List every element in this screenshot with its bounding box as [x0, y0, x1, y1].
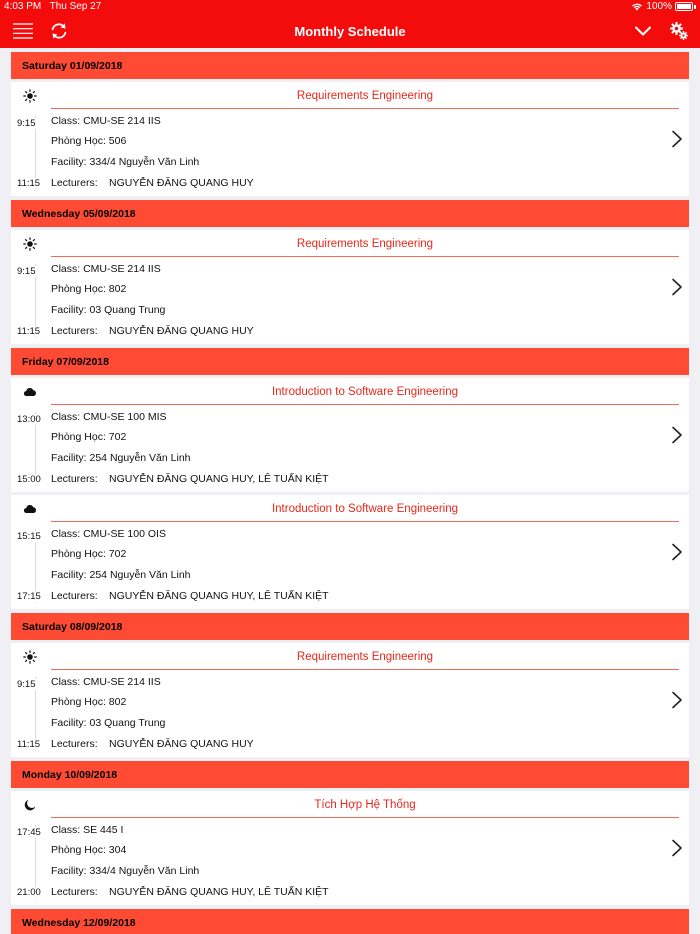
gears-icon	[669, 21, 689, 41]
start-time: 13:00	[17, 414, 41, 425]
cloud-icon	[23, 502, 37, 516]
lecturers	[51, 177, 254, 189]
divider	[51, 108, 679, 109]
facility: Facility: 03 Quang Trung	[51, 717, 166, 729]
chevron-right-icon	[671, 426, 683, 444]
day-section	[11, 761, 689, 905]
chevron-right-icon	[671, 130, 683, 148]
lecturer-names: NGUYỄN ĐĂNG QUANG HUY, LÊ TUẤN KIỆT	[109, 886, 329, 898]
start-time: 15:15	[17, 531, 41, 542]
facility: Facility: 03 Quang Trung	[51, 304, 166, 316]
chevron-right-icon	[671, 839, 683, 857]
end-time: 11:15	[17, 326, 41, 337]
status-date: Thu Sep 27	[49, 1, 102, 12]
divider	[51, 404, 679, 405]
class-card[interactable]	[11, 495, 689, 609]
lecturers	[51, 738, 254, 750]
moon-icon	[23, 798, 37, 812]
class-card[interactable]	[11, 791, 689, 905]
chevron-right-icon	[671, 543, 683, 561]
schedule-list[interactable]	[0, 48, 700, 934]
lecturer-names: NGUYỄN ĐĂNG QUANG HUY, LÊ TUẤN KIỆT	[109, 473, 329, 485]
month-dropdown-button[interactable]	[630, 18, 656, 44]
day-section	[11, 348, 689, 609]
page-title: Monthly Schedule	[294, 24, 406, 39]
navigation-bar	[0, 0, 700, 48]
day-header: Friday 07/09/2018	[11, 348, 689, 375]
class-code: Class: CMU-SE 214 IIS	[51, 263, 161, 275]
settings-button[interactable]	[666, 18, 692, 44]
day-header: Wednesday 05/09/2018	[11, 200, 689, 227]
class-card[interactable]	[11, 230, 689, 344]
cloud-icon	[23, 385, 37, 399]
subject-title: Requirements Engineering	[296, 90, 434, 102]
lecturers	[51, 886, 329, 898]
lecturer-names: NGUYỄN ĐĂNG QUANG HUY	[109, 325, 254, 337]
class-card[interactable]	[11, 643, 689, 757]
lecturers-label: Lecturers:	[51, 590, 98, 602]
sun-icon	[23, 237, 37, 251]
battery-icon	[675, 2, 693, 11]
end-time: 11:15	[17, 178, 41, 189]
day-header: Monday 10/09/2018	[11, 761, 689, 788]
start-time: 9:15	[17, 118, 36, 129]
class-code: Class: CMU-SE 214 IIS	[51, 115, 161, 127]
sun-icon	[23, 650, 37, 664]
day-header: Saturday 08/09/2018	[11, 613, 689, 640]
lecturers	[51, 473, 329, 485]
divider	[51, 817, 679, 818]
subject-title: Requirements Engineering	[296, 238, 434, 250]
lecturers	[51, 325, 254, 337]
subject-title: Tích Hợp Hệ Thống	[314, 799, 416, 811]
end-time: 15:00	[17, 474, 41, 485]
chevron-right-icon	[671, 691, 683, 709]
day-section	[11, 200, 689, 344]
lecturers-label: Lecturers:	[51, 177, 98, 189]
divider	[51, 521, 679, 522]
room: Phòng Học: 802	[51, 283, 127, 295]
class-code: Class: CMU-SE 100 MIS	[51, 411, 167, 423]
room: Phòng Học: 702	[51, 548, 127, 560]
status-bar	[0, 0, 700, 14]
lecturers-label: Lecturers:	[51, 886, 98, 898]
class-code: Class: SE 445 I	[51, 824, 124, 836]
facility: Facility: 254 Nguyễn Văn Linh	[51, 452, 191, 464]
sun-icon	[23, 89, 37, 103]
lecturer-names: NGUYỄN ĐĂNG QUANG HUY, LÊ TUẤN KIỆT	[109, 590, 329, 602]
lecturers	[51, 590, 329, 602]
divider	[51, 256, 679, 257]
start-time: 9:15	[17, 266, 36, 277]
lecturers-label: Lecturers:	[51, 738, 98, 750]
day-section	[11, 909, 689, 934]
end-time: 17:15	[17, 591, 41, 602]
lecturer-names: NGUYỄN ĐĂNG QUANG HUY	[109, 177, 254, 189]
day-header: Wednesday 12/09/2018	[11, 909, 689, 934]
subject-title: Requirements Engineering	[296, 651, 434, 663]
end-time: 21:00	[17, 887, 41, 898]
lecturers-label: Lecturers:	[51, 473, 98, 485]
room: Phòng Học: 304	[51, 844, 127, 856]
end-time: 11:15	[17, 739, 41, 750]
room: Phòng Học: 802	[51, 696, 127, 708]
facility: Facility: 334/4 Nguyễn Văn Linh	[51, 156, 200, 168]
class-code: Class: CMU-SE 100 OIS	[51, 528, 166, 540]
lecturers-label: Lecturers:	[51, 325, 98, 337]
divider	[51, 669, 679, 670]
facility: Facility: 334/4 Nguyễn Văn Linh	[51, 865, 200, 877]
day-header: Saturday 01/09/2018	[11, 52, 689, 79]
wifi-icon	[631, 2, 643, 11]
day-section	[11, 52, 689, 196]
chevron-right-icon	[671, 278, 683, 296]
class-card[interactable]	[11, 82, 689, 196]
start-time: 9:15	[17, 679, 36, 690]
day-section	[11, 613, 689, 757]
start-time: 17:45	[17, 827, 41, 838]
facility: Facility: 254 Nguyễn Văn Linh	[51, 569, 191, 581]
room: Phòng Học: 506	[51, 135, 127, 147]
chevron-down-icon	[635, 26, 651, 36]
class-card[interactable]	[11, 378, 689, 492]
battery-percentage: 100%	[646, 1, 672, 12]
class-code: Class: CMU-SE 214 IIS	[51, 676, 161, 688]
room: Phòng Học: 702	[51, 431, 127, 443]
subject-title: Introduction to Software Engineering	[271, 503, 459, 515]
subject-title: Introduction to Software Engineering	[271, 386, 459, 398]
status-time: 4:03 PM	[4, 1, 42, 12]
lecturer-names: NGUYỄN ĐĂNG QUANG HUY	[109, 738, 254, 750]
